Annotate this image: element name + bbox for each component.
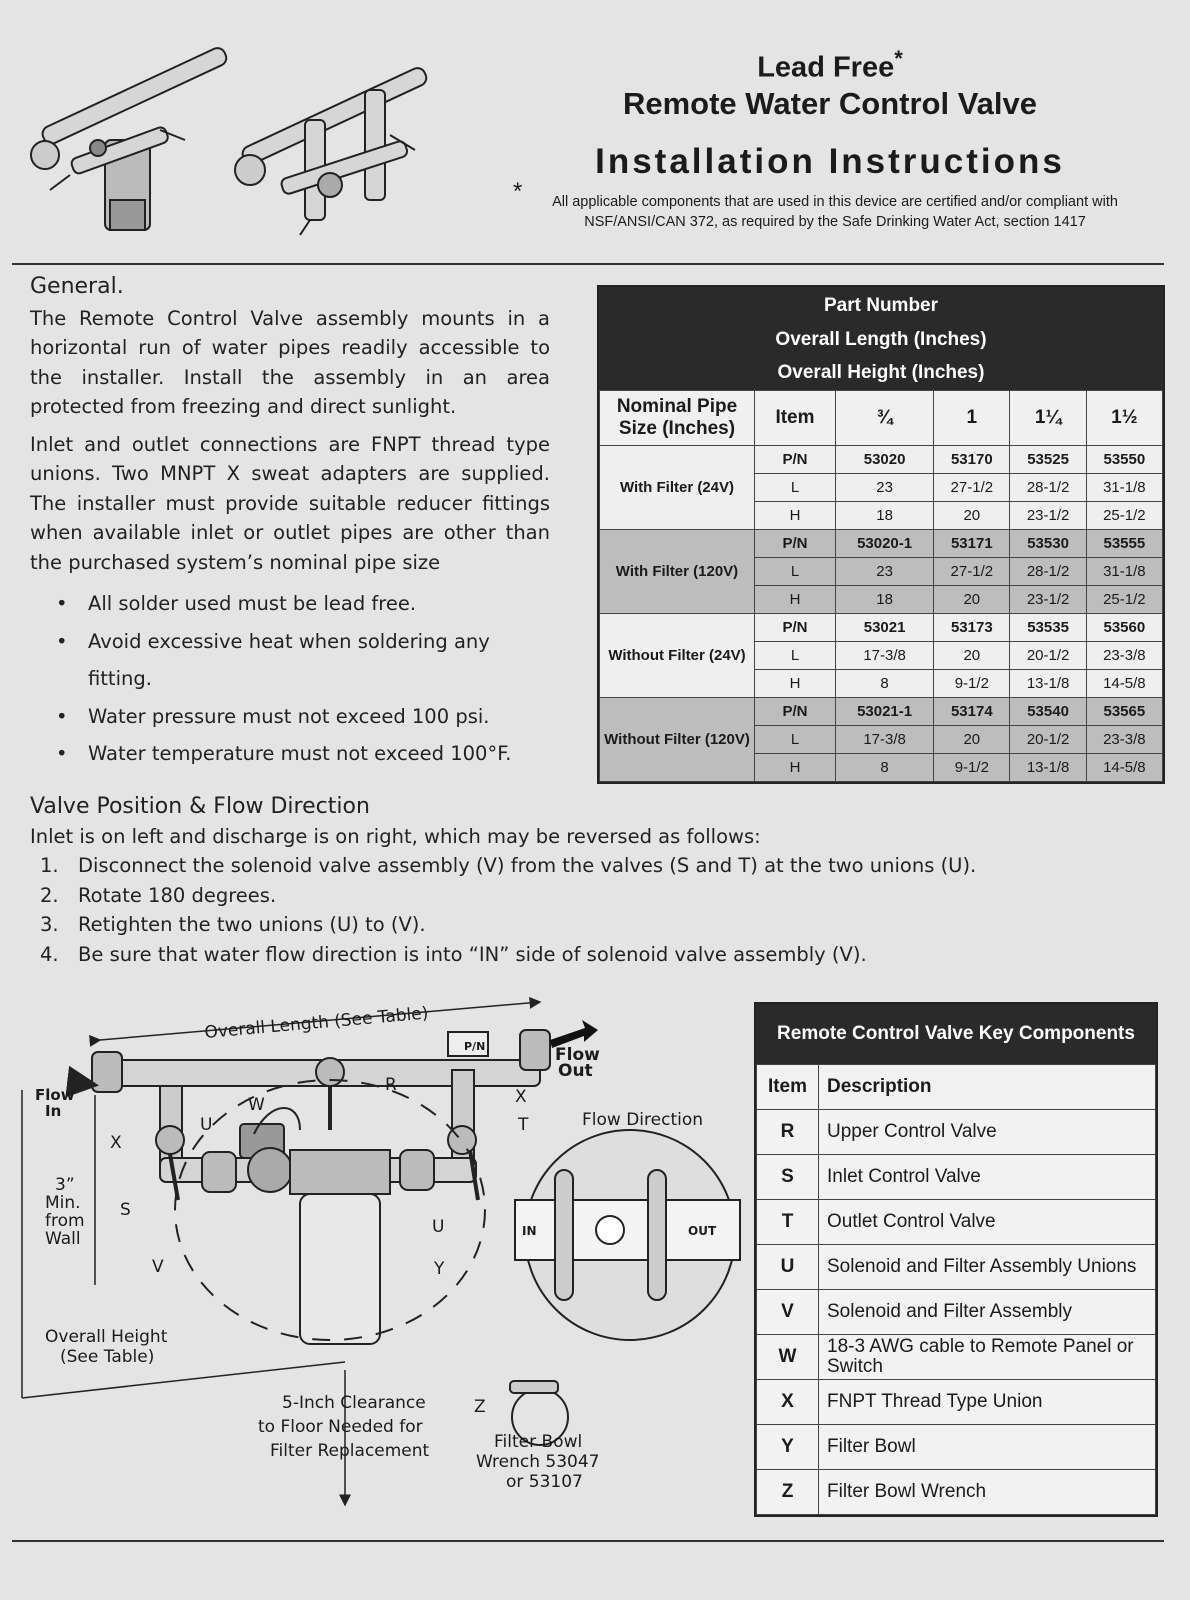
step-item: 2. Rotate 180 degrees. <box>40 883 277 907</box>
col-item: Item <box>755 391 836 446</box>
table-row: L 17-3/8 20 20-1/2 23-3/8 <box>600 642 1163 670</box>
svg-text:to Floor Needed for: to Floor Needed for <box>258 1417 423 1437</box>
flow-in-label-1: Flow <box>35 1086 75 1104</box>
table-row: R Upper Control Valve <box>757 1110 1156 1155</box>
svg-text:from: from <box>45 1211 85 1231</box>
key-table-title: Remote Control Valve Key Components <box>756 1004 1156 1064</box>
col-size: 1¼ <box>1010 391 1086 446</box>
in-mark: IN <box>522 1224 537 1238</box>
bullet-item: • Water temperature must not exceed 100°F. <box>30 735 550 773</box>
table-row: V Solenoid and Filter Assembly <box>757 1290 1156 1335</box>
table-row: L 23 27-1/2 28-1/2 31-1/8 <box>600 558 1163 586</box>
min-wall-label: 3” <box>55 1175 75 1195</box>
table-row: Without Filter (120V) P/N 53021-1 53174 53540 53565 <box>600 698 1163 726</box>
group-label: Without Filter (120V) <box>600 698 755 782</box>
general-heading: General. <box>30 274 124 299</box>
svg-text:(See Table): (See Table) <box>60 1347 155 1367</box>
certification-note: * All applicable components that are used in this device are certified and/or compliant with NSF/ANSI/CAN 372, as required by the Safe Drinking Water Act, section 1417 <box>513 178 1118 230</box>
clearance-label: 5-Inch Clearance <box>282 1393 426 1413</box>
title-lead-free: Lead Free* <box>757 46 903 84</box>
left-union <box>202 1152 236 1192</box>
group-label: With Filter (24V) <box>600 446 755 530</box>
table-row: H 8 9-1/2 13-1/8 14-5/8 <box>600 670 1163 698</box>
general-section <box>30 272 550 773</box>
step-item: 3. Retighten the two unions (U) to (V). <box>40 913 426 936</box>
letter-x2: X <box>515 1087 527 1107</box>
flow-direction-label: Flow Direction <box>582 1110 704 1130</box>
table-row: H 18 20 23-1/2 25-1/2 <box>600 586 1163 614</box>
table-row: X FNPT Thread Type Union <box>757 1380 1156 1425</box>
group-label: Without Filter (24V) <box>600 614 755 698</box>
table-row: With Filter (24V) P/N 53020 53170 53525 53550 <box>600 446 1163 474</box>
top-divider <box>12 263 1164 265</box>
valve-heading: Valve Position & Flow Direction <box>30 794 370 819</box>
right-union <box>400 1150 434 1190</box>
letter-r: R <box>385 1075 397 1095</box>
flow-out-arrow <box>550 1020 598 1048</box>
letter-u2: U <box>432 1217 445 1237</box>
inlet-valve-body <box>156 1126 184 1154</box>
letter-t: T <box>518 1115 529 1135</box>
filter-bowl <box>300 1194 380 1344</box>
bullet-item: • Water pressure must not exceed 100 psi. <box>30 698 550 736</box>
title-product: Remote Water Control Valve <box>622 86 1037 121</box>
col-size: ¾ <box>836 391 934 446</box>
general-para-1: The Remote Control Valve assembly mounts in a horizontal run of water pipes readily accessible to the installer. Install the assembly in an area protected from freezing and direct sunlight. <box>30 306 550 418</box>
table-row: H 18 20 23-1/2 25-1/2 <box>600 502 1163 530</box>
valve-position-section <box>30 792 1030 969</box>
table-row: Y Filter Bowl <box>757 1425 1156 1470</box>
col-size: 1½ <box>1086 391 1162 446</box>
group-label: With Filter (120V) <box>600 530 755 614</box>
valve-assembly-drawing-left <box>31 45 229 230</box>
valve-intro: Inlet is on left and discharge is on right, which may be reversed as follows: <box>30 824 761 848</box>
letter-u: U <box>200 1115 213 1135</box>
letter-w: W <box>248 1095 265 1115</box>
step-item: 4. Be sure that water flow direction is into “IN” side of solenoid valve assembly (V). <box>40 942 867 966</box>
title-instructions: Installation Instructions <box>595 142 1065 181</box>
col-size: 1 <box>934 391 1010 446</box>
table-row: Z Filter Bowl Wrench <box>757 1470 1156 1515</box>
valve-steps <box>30 851 1030 969</box>
flow-out-label-1: Flow <box>555 1045 600 1065</box>
wrench-label-1: Filter Bowl <box>494 1432 583 1452</box>
letter-v: V <box>152 1257 164 1277</box>
step-item: 1. Disconnect the solenoid valve assembly (V) from the valves (S and T) at the two unions (U). <box>40 854 977 877</box>
flow-in-label-2: In <box>45 1102 62 1120</box>
table-row: T Outlet Control Valve <box>757 1200 1156 1245</box>
table-row: S Inlet Control Valve <box>757 1155 1156 1200</box>
inlet-union <box>92 1052 122 1092</box>
letter-x: X <box>110 1133 122 1153</box>
overall-height-label: Overall Height <box>45 1327 168 1347</box>
out-mark: OUT <box>688 1224 717 1238</box>
general-bullets <box>30 585 550 773</box>
table-row: Without Filter (24V) P/N 53021 53173 53535 53560 <box>600 614 1163 642</box>
letter-z: Z <box>474 1397 486 1417</box>
col-item: Item <box>757 1065 819 1110</box>
part-table-header: Part Number Overall Length (Inches) Overall Height (Inches) <box>599 287 1163 390</box>
table-row: H 8 9-1/2 13-1/8 14-5/8 <box>600 754 1163 782</box>
overall-length-label: Overall Length (See Table) <box>203 1003 430 1043</box>
outlet-union <box>520 1030 550 1070</box>
bullet-item: • Avoid excessive heat when soldering any fitting. <box>30 623 550 698</box>
solenoid-valve-body <box>248 1148 292 1192</box>
bottom-divider <box>12 1540 1164 1542</box>
table-row: L 17-3/8 20 20-1/2 23-3/8 <box>600 726 1163 754</box>
filter-head <box>290 1150 390 1194</box>
filter-wrench-drawing <box>470 1375 630 1495</box>
col-description: Description <box>819 1065 1156 1110</box>
letter-y: Y <box>434 1259 445 1279</box>
bullet-item: • All solder used must be lead free. <box>30 585 550 623</box>
wrench-label-3: or 53107 <box>506 1472 583 1492</box>
flow-out-label-2: Out <box>558 1061 593 1081</box>
table-row: L 23 27-1/2 28-1/2 31-1/8 <box>600 474 1163 502</box>
key-components-table <box>754 1002 1158 1517</box>
letter-s: S <box>120 1200 131 1220</box>
table-row: U Solenoid and Filter Assembly Unions <box>757 1245 1156 1290</box>
general-para-2: Inlet and outlet connections are FNPT thread type unions. Two MNPT X sweat adapters are supplied. The installer must provide suitable reducer fittings when available inlet or outlet pipes are other than the purchased system’s nominal pipe size <box>30 432 550 574</box>
table-row: W 18-3 AWG cable to Remote Panel or Switch <box>757 1335 1156 1380</box>
table-row: With Filter (120V) P/N 53020-1 53171 53530 53555 <box>600 530 1163 558</box>
upper-valve-body <box>316 1058 344 1086</box>
svg-text:Filter Replacement: Filter Replacement <box>270 1441 430 1461</box>
part-number-table <box>597 285 1165 784</box>
svg-text:Min.: Min. <box>45 1193 81 1213</box>
pn-tag-label: P/N <box>464 1040 486 1053</box>
svg-text:Wall: Wall <box>45 1229 81 1249</box>
valve-assembly-drawing-right <box>235 65 429 235</box>
wrench-label-2: Wrench 53047 <box>476 1452 600 1472</box>
title-asterisk: * <box>894 46 903 71</box>
note-asterisk: * <box>513 178 523 205</box>
flow-direction-inset <box>510 1105 750 1405</box>
col-pipe-size: Nominal Pipe Size (Inches) <box>600 391 755 446</box>
header-illustration <box>10 20 523 250</box>
